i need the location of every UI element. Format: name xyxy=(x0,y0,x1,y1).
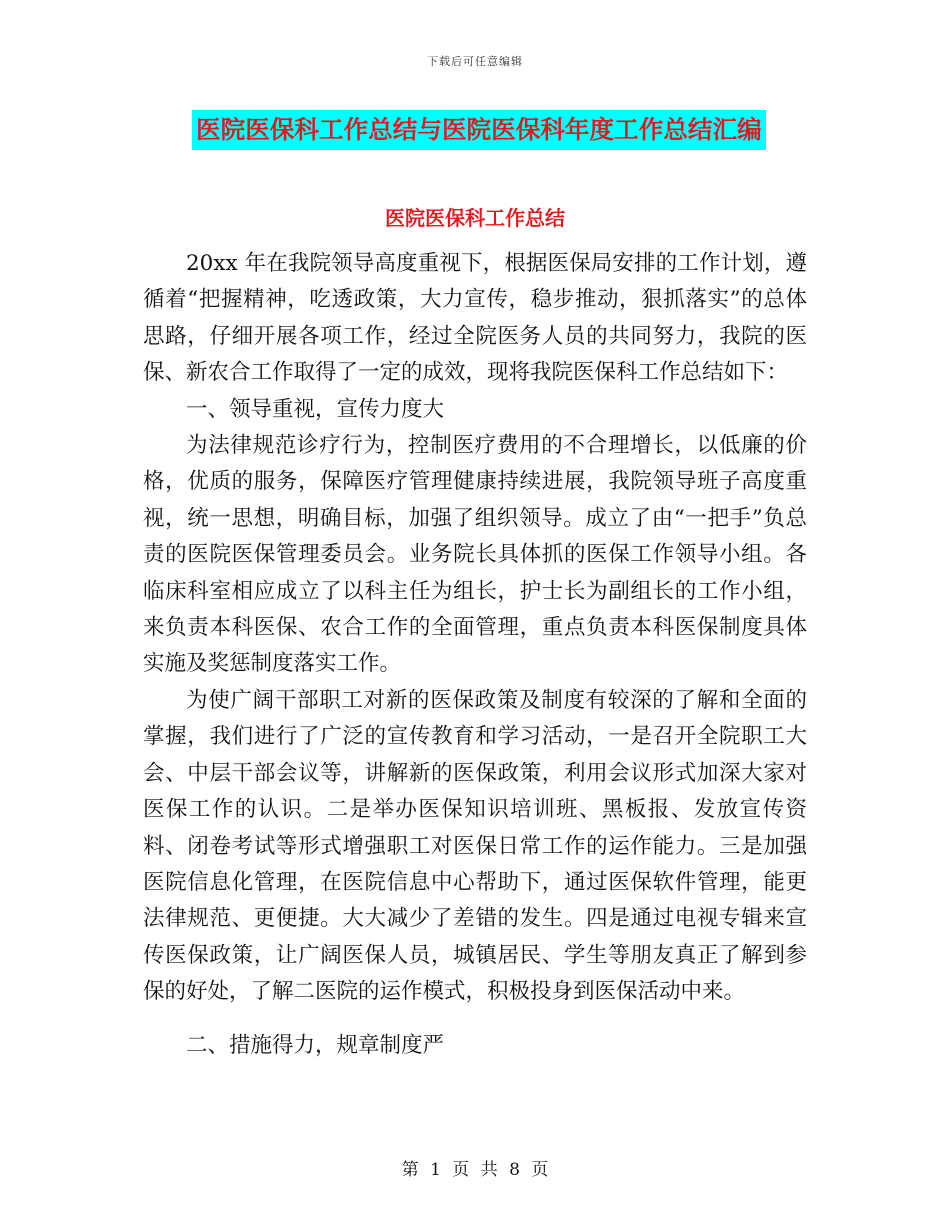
header-note: 下载后可任意编辑 xyxy=(427,55,523,68)
document-body xyxy=(143,246,807,1064)
heading-two: 二、措施得力，规章制度严 xyxy=(186,1032,445,1058)
document-main-title: 医院医保科工作总结与医院医保科年度工作总结汇编 xyxy=(192,110,766,150)
paragraph-leadership: 为法律规范诊疗行为，控制医疗费用的不合理增长，以低廉的价格，优质的服务，保障医疗管理健康持续进展，我院领导班子高度重视，统一思想，明确目标，加强了组织领导。成立了由“一把手”负总责的医院医保管理委员会。业务院长具体抓的医保工作领导小组。各临床科室相应成立了以科主任为组长，护士长为副组长的工作小组，来负责本科医保、农合工作的全面管理，重点负责本科医保制度具体实施及奖惩制度落实工作。 xyxy=(143,433,807,677)
paragraph-intro: 20xx 年在我院领导高度重视下，根据医保局安排的工作计划，遵循着“把握精神，吃透政策，大力宣传，稳步推动，狠抓落实”的总体思路，仔细开展各项工作，经过全院医务人员的共同努力，我院的医保、新农合工作取得了一定的成效，现将我院医保科工作总结如下： xyxy=(143,251,807,386)
paragraph-publicity: 为使广阔干部职工对新的医保政策及制度有较深的了解和全面的掌握，我们进行了广泛的宣传教育和学习活动，一是召开全院职工大会、中层干部会议等，讲解新的医保政策，利用会议形式加深大家对医保工作的认识。二是举办医保知识培训班、黑板报、发放宣传资料、闭卷考试等形式增强职工对医保日常工作的运作能力。三是加强医院信息化管理，在医院信息中心帮助下，通过医保软件管理，能更法律规范、更便捷。大大减少了差错的发生。四是通过电视专辑来宣传医保政策，让广阔医保人员，城镇居民、学生等朋友真正了解到参保的好处，了解二医院的运作模式，积极投身到医保活动中来。 xyxy=(143,687,807,1005)
page-footer: 第 1 页 共 8 页 xyxy=(401,1160,549,1180)
heading-one: 一、领导重视，宣传力度大 xyxy=(186,396,445,422)
section-title: 医院医保科工作总结 xyxy=(385,206,565,230)
